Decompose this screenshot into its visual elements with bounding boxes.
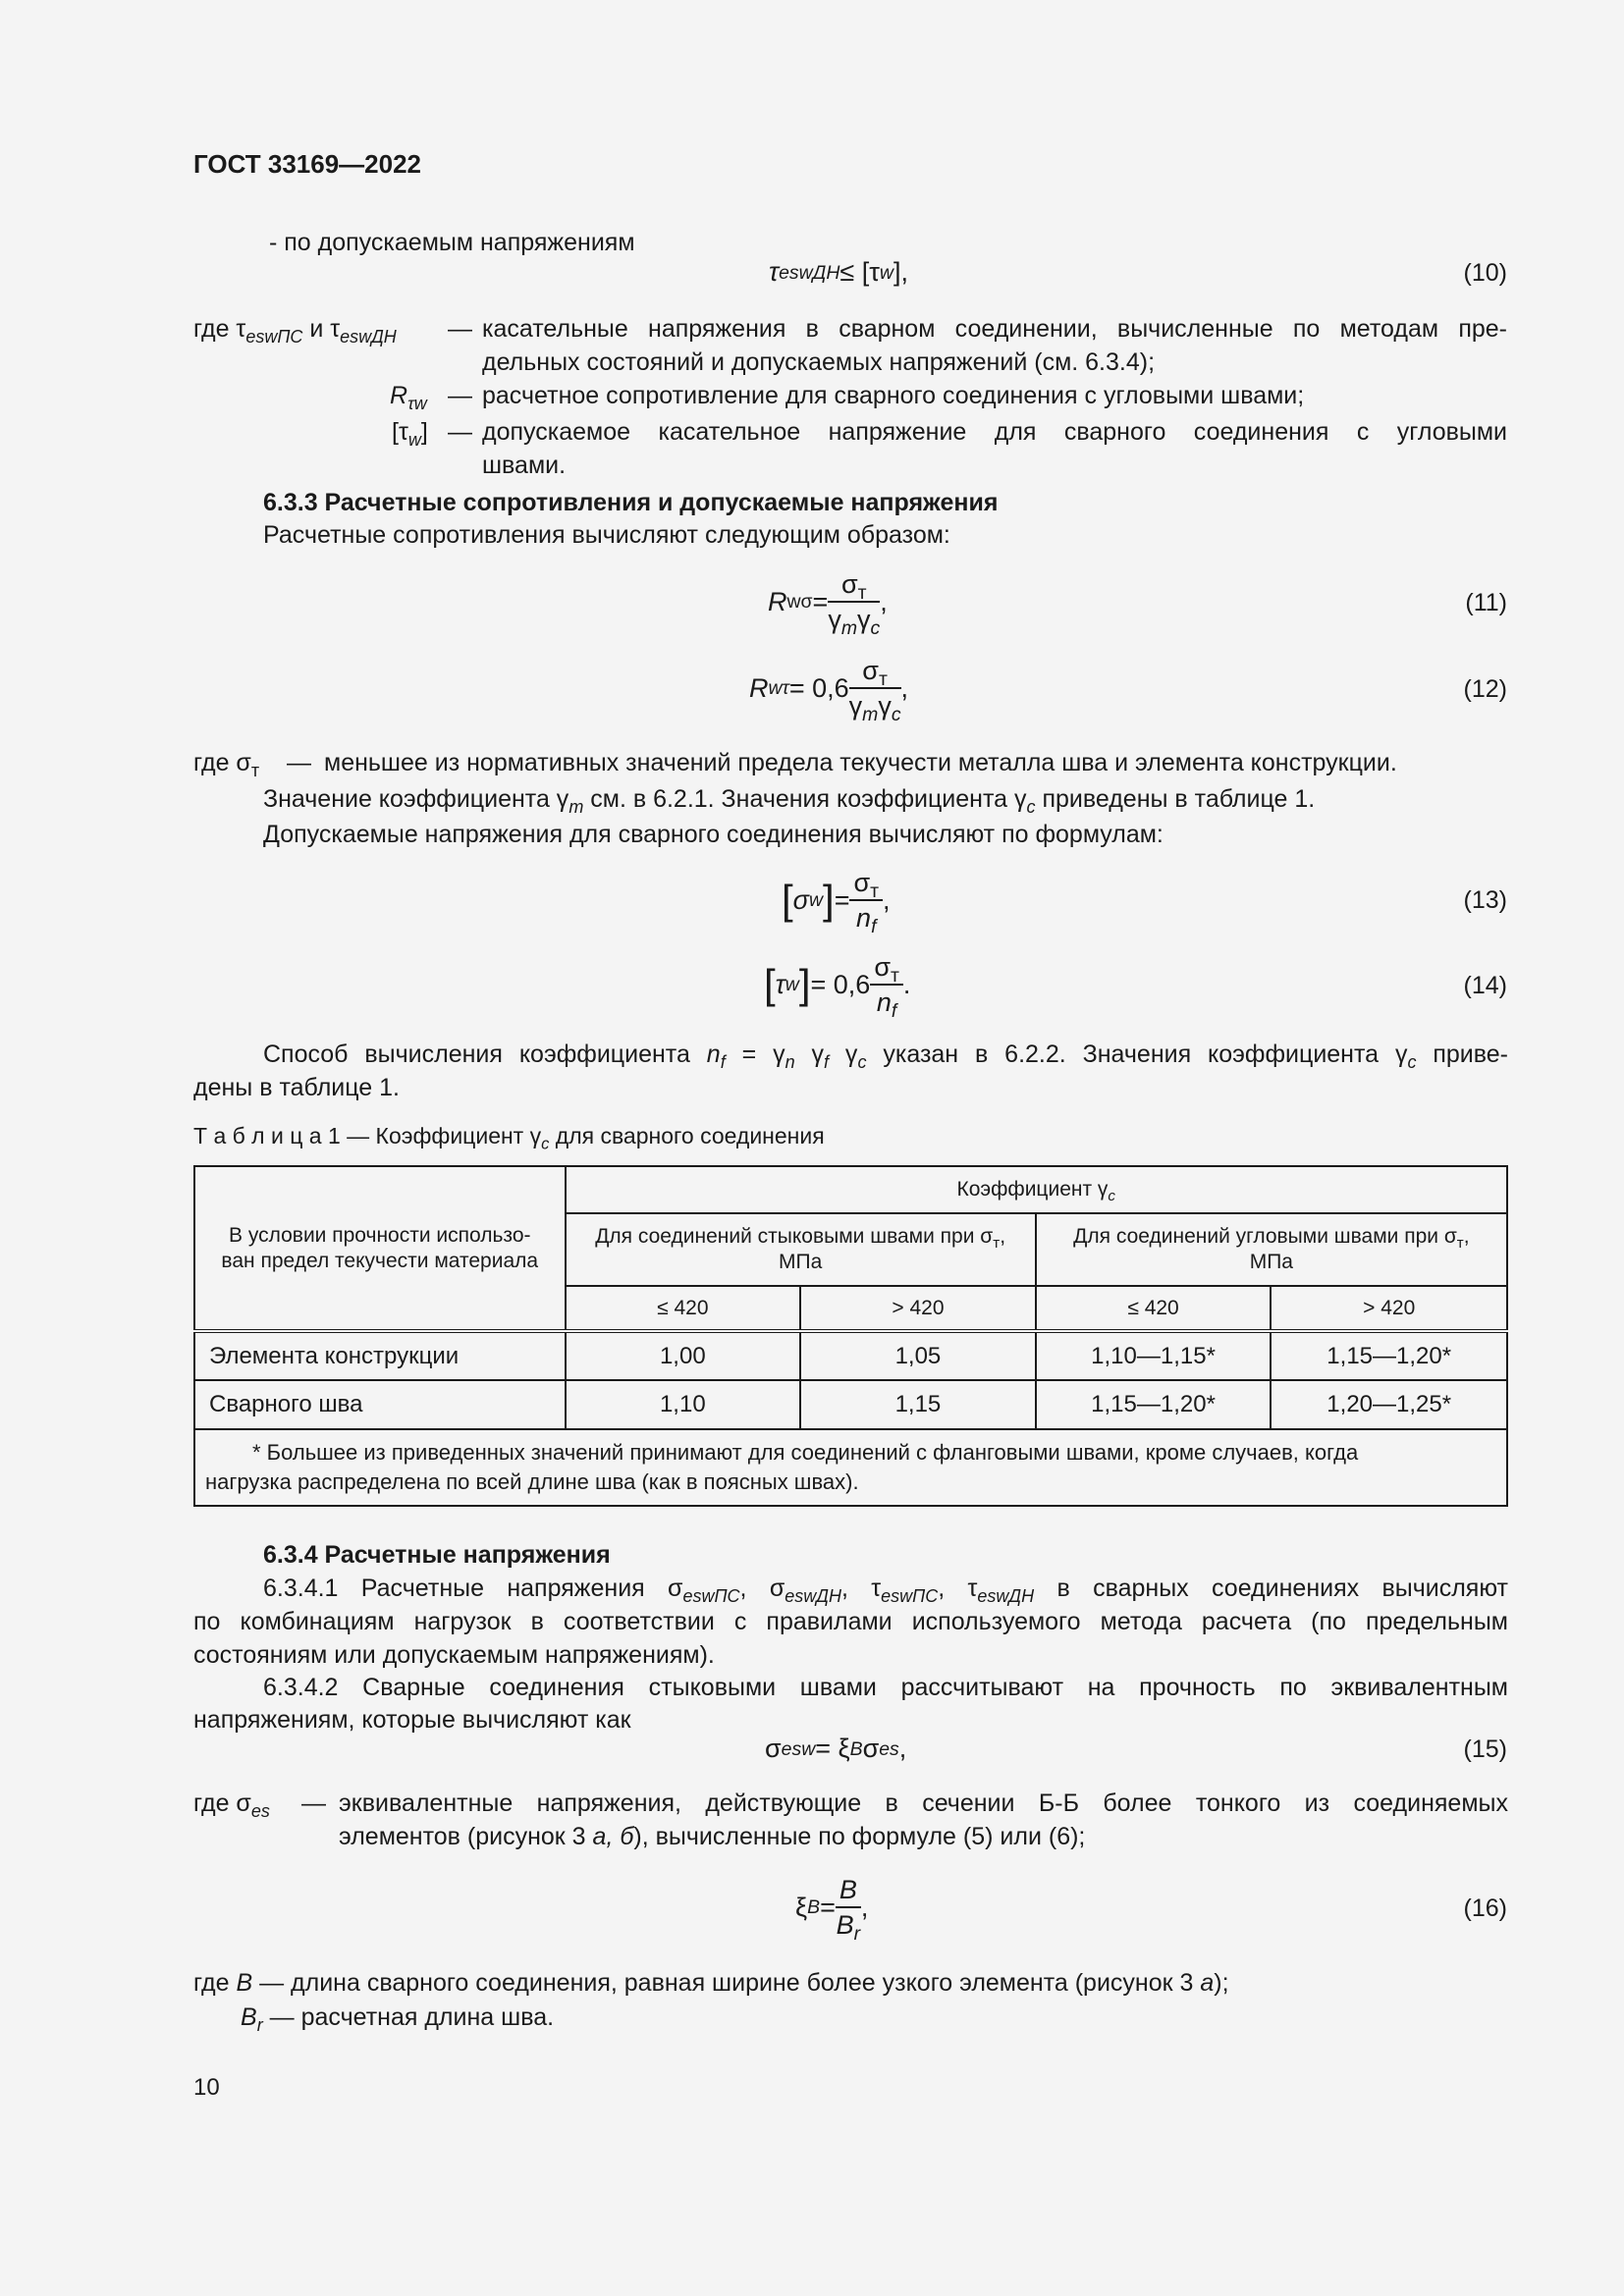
table-note-row xyxy=(194,1429,1507,1506)
coefficient-table xyxy=(193,1165,1508,1507)
formula-number-12: (12) xyxy=(1463,675,1507,703)
where2-line3: Допускаемые напряжения для сварного соединения вычисляют по формулам: xyxy=(263,821,1164,848)
header-condition: В условии прочности использо- ван предел текучести материала xyxy=(194,1166,566,1331)
dash: — xyxy=(448,315,472,343)
formula-number-15: (15) xyxy=(1463,1735,1507,1763)
coef-paragraph-line1: Способ вычисления коэффициента $n_f = \gamma_n$ $\gamma_f$ $\gamma_c$ указан в 6.2.2. Значения коэффициента $\gamma_c$ приве- xyxy=(263,1041,1508,1072)
s634-p1-line1: 6.3.4.1 Расчетные напряжения $\sigma_{eswПС}$, $\sigma_{eswДН}$, $\tau_{eswПС}$, $\tau_{eswДН}$ в сварных соединениях вычисляют xyxy=(263,1575,1508,1606)
where-label-3: где $\sigma_{es}$ xyxy=(193,1789,270,1821)
formula-15: σ esw = ξ B σ es , xyxy=(765,1734,907,1763)
table-row: Элемента конструкции 1,00 1,05 1,10—1,15* 1,15—1,20* xyxy=(194,1331,1507,1380)
header-coefficient: Коэффициент $\gamma_c$ xyxy=(566,1166,1507,1213)
s634-p2-line2: напряжениям, которые вычисляют как xyxy=(193,1706,631,1734)
where2-line2: Значение коэффициента $\gamma_m$ см. в 6.2.1. Значения коэффициента $\gamma_c$ приведены в таблице 1. xyxy=(263,785,1316,817)
table-caption: Т а б л и ц а 1 — Коэффициент $\gamma_c$ для сварного соединения xyxy=(193,1123,825,1153)
formula-number-16: (16) xyxy=(1463,1895,1507,1922)
formula-13: [ σ w ] = $\frac{\sigma_т}{n_f}$ , xyxy=(782,868,891,938)
where3-desc-a: эквивалентные напряжения, действующие в сечении Б-Б более тонкого из соединяемых xyxy=(339,1789,1508,1817)
dash: — xyxy=(448,382,472,409)
table-note: * Большее из приведенных значений принимают для соединений с фланговыми швами, кроме случаев, когда нагрузка распределена по всей длине шва (как в поясных швах). xyxy=(194,1429,1507,1506)
where-label-2: где $\sigma_т$ xyxy=(193,749,260,780)
where1-desc1b: дельных состояний и допускаемых напряжений (см. 6.3.4); xyxy=(482,348,1156,376)
formula-number-11: (11) xyxy=(1465,589,1507,616)
where4-line2: $B_r$ — расчетная длина шва. xyxy=(241,2003,555,2035)
subcol-butt-le420: ≤ 420 xyxy=(566,1286,801,1331)
where1-desc2: расчетное сопротивление для сварного соединения с угловыми швами; xyxy=(482,382,1305,409)
where4-line1: где B — длина сварного соединения, равная ширине более узкого элемента (рисунок 3 а); xyxy=(193,1969,1229,1997)
document-header: ГОСТ 33169—2022 xyxy=(193,149,421,179)
intro-allowable: - по допускаемым напряжениям xyxy=(269,229,635,256)
formula-number-10: (10) xyxy=(1463,259,1507,287)
subcol-butt-gt420: > 420 xyxy=(800,1286,1036,1331)
where2-desc: меньшее из нормативных значений предела текучести металла шва и элемента конструкции. xyxy=(324,749,1397,776)
formula-number-14: (14) xyxy=(1463,972,1507,999)
dash: — xyxy=(448,418,472,446)
header-fillet-welds: Для соединений угловыми швами при $\sigma_т$, МПа xyxy=(1036,1213,1507,1286)
formula-number-13: (13) xyxy=(1463,886,1507,914)
section-heading-633: 6.3.3 Расчетные сопротивления и допускаемые напряжения xyxy=(263,489,999,516)
subcol-fillet-le420: ≤ 420 xyxy=(1036,1286,1272,1331)
where1-desc1a: касательные напряжения в сварном соединении, вычисленные по методам пре- xyxy=(482,315,1507,343)
formula-12: R wτ = 0,6 $\frac{\sigma_т}{\gamma_m\gamma_c}$ , xyxy=(749,656,909,726)
formula-16: ξ B = $\frac{B}{B_r}$ , xyxy=(795,1875,869,1946)
dash: — xyxy=(287,749,311,776)
table-row: Сварного шва 1,10 1,15 1,15—1,20* 1,20—1,25* xyxy=(194,1380,1507,1429)
where3-desc-b: элементов (рисунок 3 а, б), вычисленные по формуле (5) или (6); xyxy=(339,1823,1086,1850)
s634-p1-line3: состояниям или допускаемым напряжениям). xyxy=(193,1641,715,1669)
formula-11: R wσ = $\frac{\sigma_т}{\gamma_m\gamma_c}$ , xyxy=(768,569,888,640)
where1-desc3a: допускаемое касательное напряжение для сварного соединения с угловыми xyxy=(482,418,1507,446)
s634-p2-line1: 6.3.4.2 Сварные соединения стыковыми швами рассчитывают на прочность по эквивалентным xyxy=(263,1674,1508,1701)
header-butt-welds: Для соединений стыковыми швами при $\sigma_т$, МПа xyxy=(566,1213,1036,1286)
subcol-fillet-gt420: > 420 xyxy=(1271,1286,1507,1331)
where1-desc3b: швами. xyxy=(482,452,567,479)
where1-t-symbol: $[\tau_w]$ xyxy=(392,418,428,450)
where1-r-symbol: $R_{\tau w}$ xyxy=(390,382,427,413)
where-label-1: где $\tau_{eswПС}$ и $\tau_{eswДН}$ xyxy=(193,315,397,347)
page-number: 10 xyxy=(193,2074,220,2101)
formula-10: τ eswДН ≤ [τ w ], xyxy=(769,257,908,287)
section-633-intro: Расчетные сопротивления вычисляют следующим образом: xyxy=(263,521,950,549)
formula-14: [ τ w ] = 0,6 $\frac{\sigma_т}{n_f}$ . xyxy=(764,952,911,1023)
s634-p1-line2: по комбинациям нагрузок в соответствии с правилами используемого метода расчета (по предельным xyxy=(193,1608,1508,1635)
dash: — xyxy=(301,1789,326,1817)
coef-paragraph-line2: дены в таблице 1. xyxy=(193,1074,400,1101)
section-heading-634: 6.3.4 Расчетные напряжения xyxy=(263,1541,611,1569)
